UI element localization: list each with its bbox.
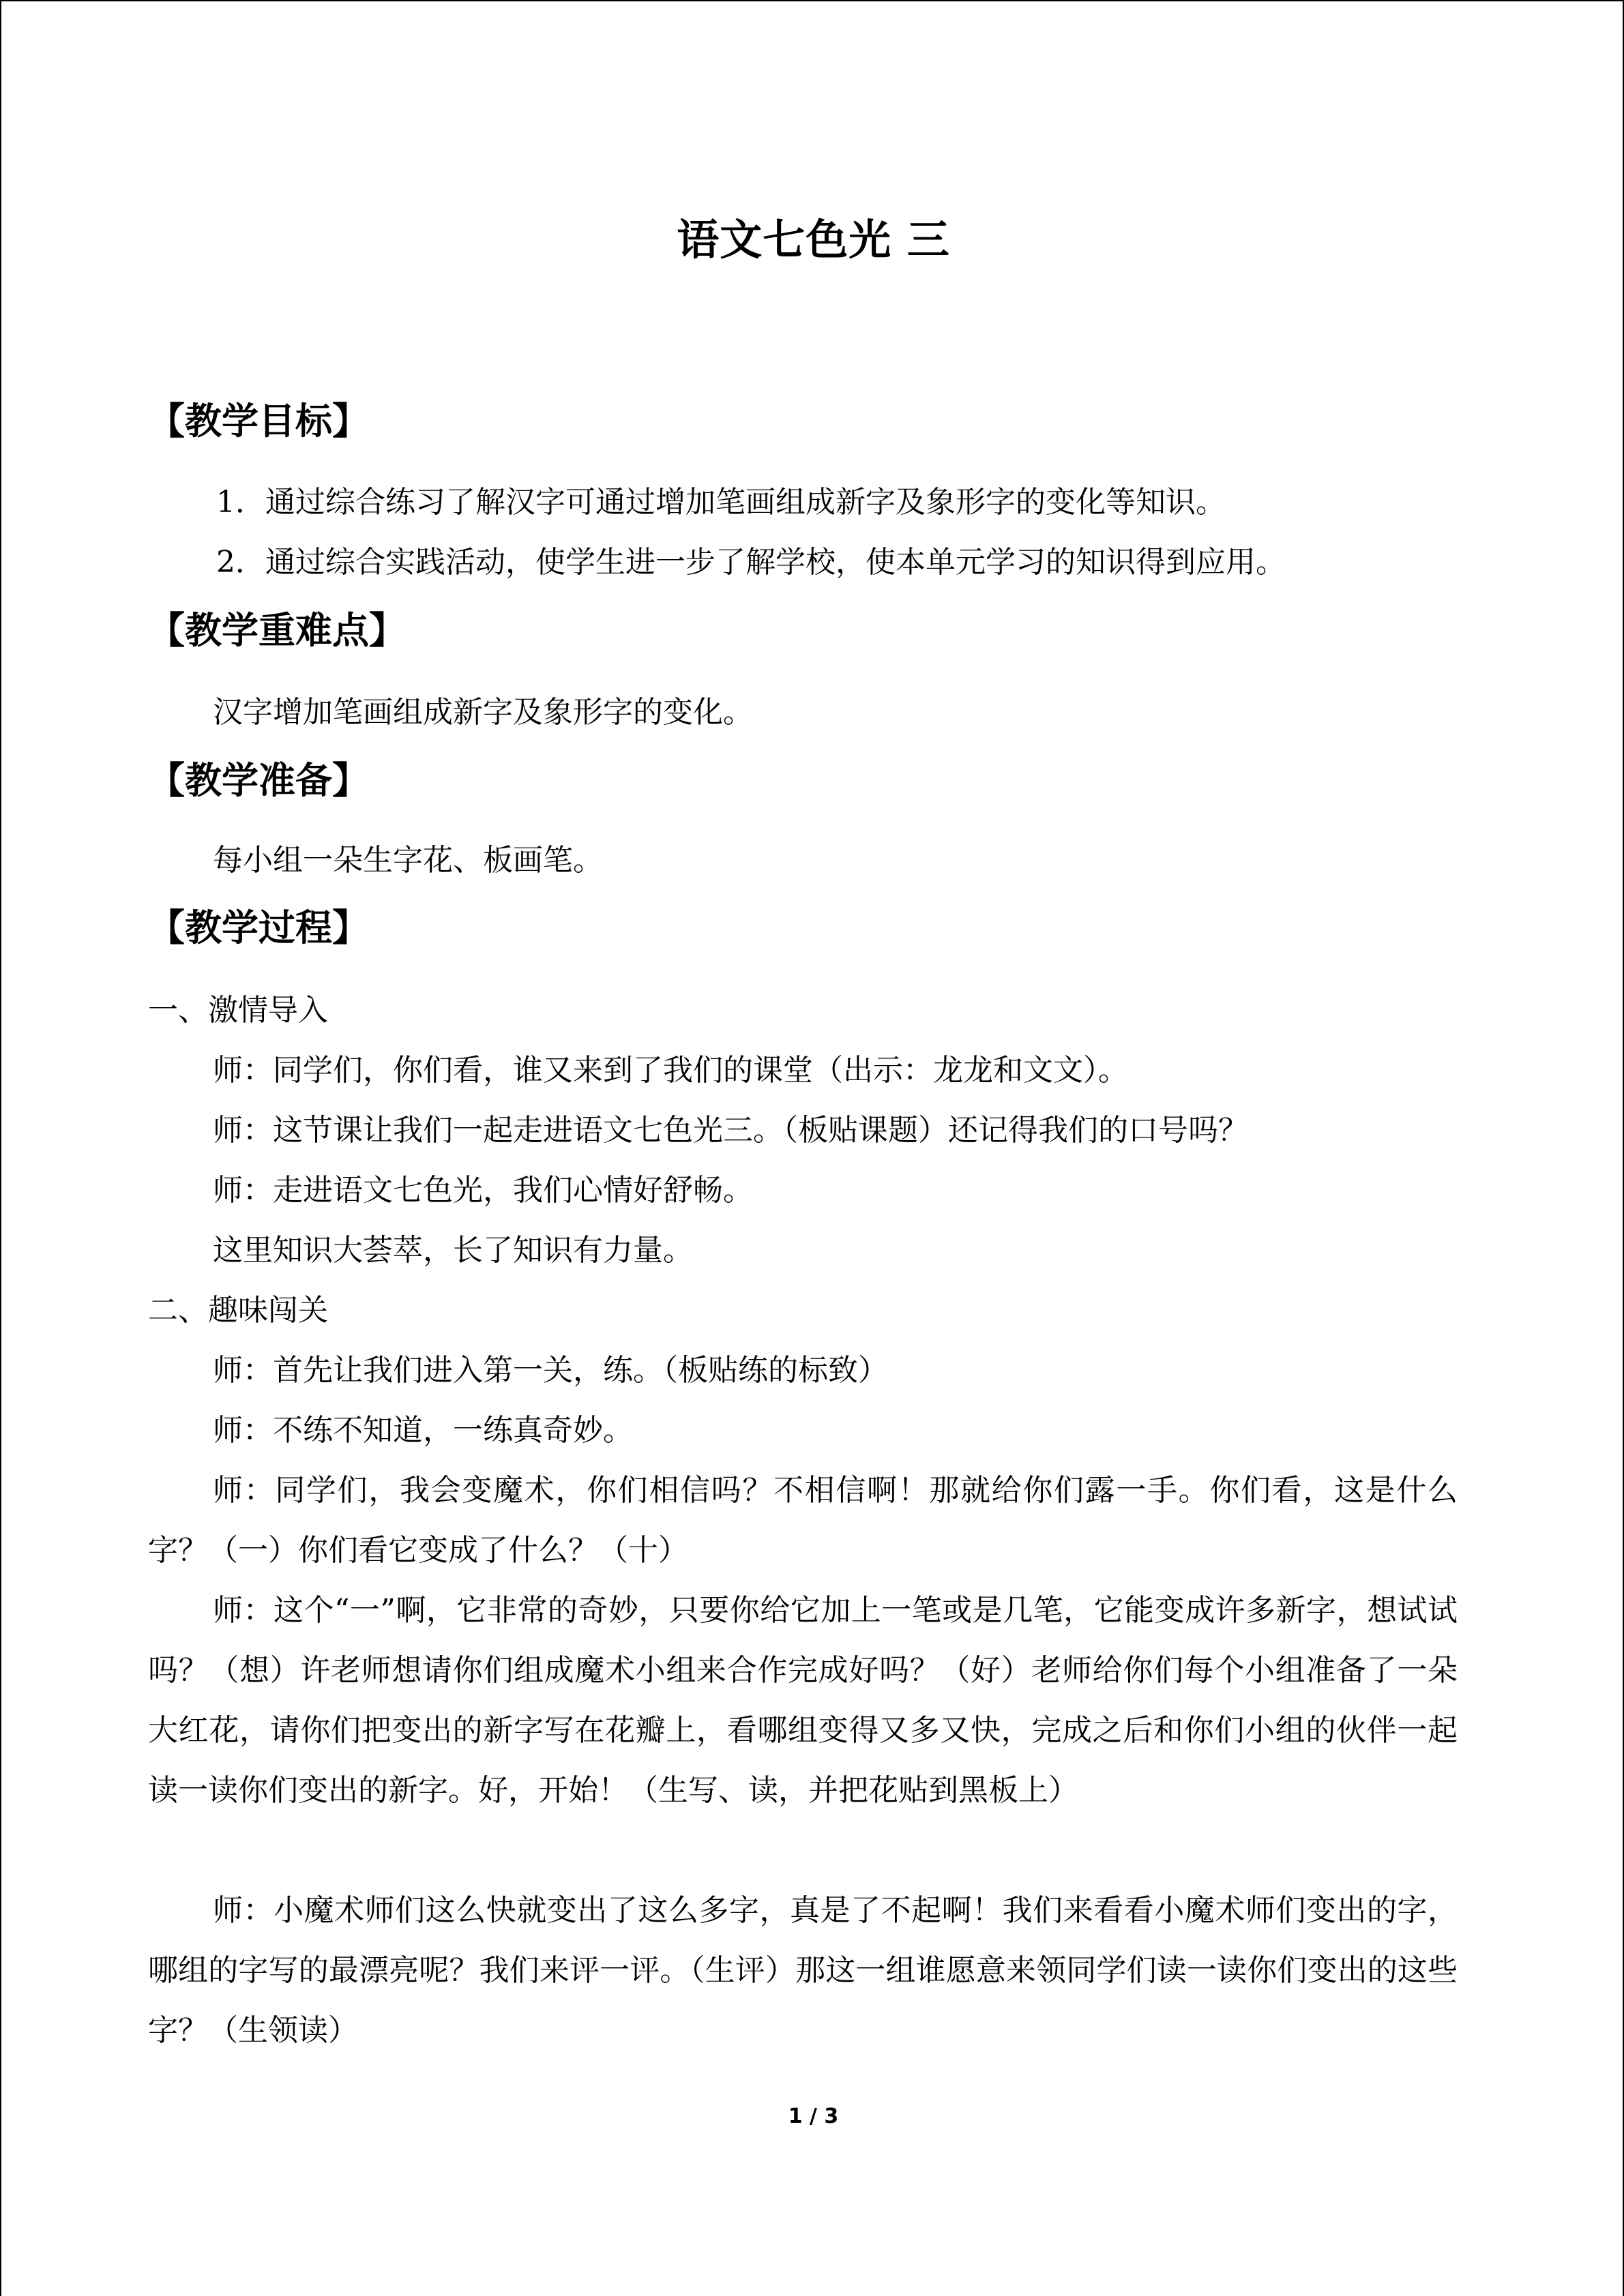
dialogue-line: 师：走进语文七色光，我们心情好舒畅。 — [213, 1173, 753, 1208]
dialogue-paragraph: 师：这个“一”啊，它非常的奇妙，只要你给它加上一笔或是几笔，它能变成许多新字，想试试吗？（想）许老师想请你们组成魔术小组来合作完成好吗？（好）老师给你们每个小组准备了一朵大红花，请你们把变出的新字写在花瓣上，看哪组变得又多又快，完成之后和你们小组的伙伴一起读一读你们变出的新字。好，开始！（生写、读，并把花贴到黑板上） — [148, 1593, 1458, 1808]
dialogue-line: 师：首先让我们进入第一关，练。（板贴练的标致） — [213, 1353, 888, 1388]
dialogue-paragraph: 师：同学们，我会变魔术，你们相信吗？不相信啊！那就给你们露一手。你们看，这是什么字？（一）你们看它变成了什么？（十） — [148, 1473, 1458, 1568]
page-title: 语文七色光 三 — [677, 215, 950, 265]
section-heading-preparation: 【教学准备】 — [148, 758, 369, 802]
page-number: 1 / 3 — [788, 2104, 839, 2128]
section-heading-key-points: 【教学重难点】 — [148, 608, 406, 652]
dialogue-line: 这里知识大荟萃，长了知识有力量。 — [213, 1233, 693, 1268]
dialogue-line: 师：不练不知道，一练真奇妙。 — [213, 1413, 633, 1448]
goal-item: 2．通过综合实践活动，使学生进一步了解学校，使本单元学习的知识得到应用。 — [216, 545, 1286, 580]
section-heading-process: 【教学过程】 — [148, 906, 369, 949]
dialogue-paragraph: 师：小魔术师们这么快就变出了这么多字，真是了不起啊！我们来看看小魔术师们变出的字，哪组的字写的最漂亮呢？我们来评一评。（生评）那这一组谁愿意来领同学们读一读你们变出的这些字？（生领读） — [148, 1893, 1458, 2048]
section-heading-goals: 【教学目标】 — [148, 399, 369, 443]
goal-item: 1．通过综合练习了解汉字可通过增加笔画组成新字及象形字的变化等知识。 — [216, 485, 1226, 520]
part-title-challenge: 二、趣味闯关 — [148, 1293, 328, 1328]
dialogue-line: 师：同学们，你们看，谁又来到了我们的课堂（出示：龙龙和文文）。 — [213, 1053, 1128, 1088]
dialogue-line: 师：这节课让我们一起走进语文七色光三。（板贴课题）还记得我们的口号吗？ — [213, 1113, 1248, 1148]
part-title-intro: 一、激情导入 — [148, 993, 328, 1028]
preparation-text: 每小组一朵生字花、板画笔。 — [213, 843, 603, 878]
key-points-text: 汉字增加笔画组成新字及象形字的变化。 — [213, 695, 753, 730]
